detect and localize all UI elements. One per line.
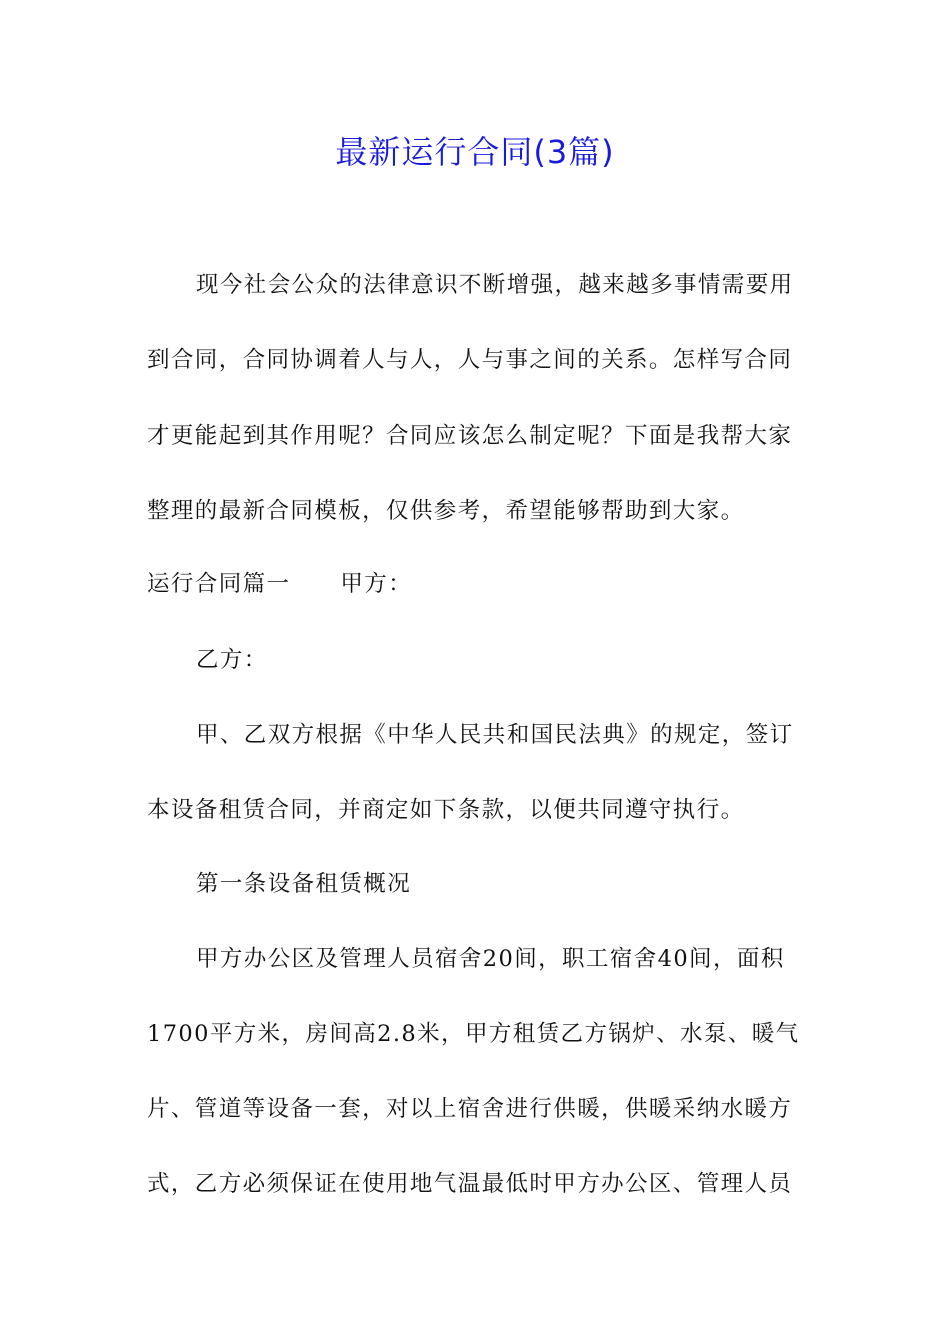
party-a-label: 甲方： bbox=[340, 571, 413, 597]
paragraph-line: 整理的最新合同模板，仅供参考，希望能够帮助到大家。 bbox=[147, 498, 745, 524]
paragraph-line: 现今社会公众的法律意识不断增强，越来越多事情需要用 bbox=[196, 272, 794, 298]
section-heading: 运行合同篇一 bbox=[147, 571, 291, 597]
article-heading: 第一条设备租赁概况 bbox=[196, 871, 412, 897]
paragraph-line: 甲、乙双方根据《中华人民共和国民法典》的规定，签订 bbox=[196, 722, 794, 748]
document-title: 最新运行合同(3篇) bbox=[335, 133, 615, 171]
paragraph-line: 到合同，合同协调着人与人，人与事之间的关系。怎样写合同 bbox=[147, 347, 793, 373]
paragraph-line: 1700平方米，房间高2.8米，甲方租赁乙方锅炉、水泵、暖气 bbox=[147, 1021, 800, 1047]
party-b-label: 乙方： bbox=[196, 647, 268, 673]
paragraph-line: 才更能起到其作用呢？合同应该怎么制定呢？下面是我帮大家 bbox=[147, 423, 793, 449]
paragraph-line: 片、管道等设备一套，对以上宿舍进行供暖，供暖采纳水暖方 bbox=[147, 1096, 793, 1122]
paragraph-line: 式，乙方必须保证在使用地气温最低时甲方办公区、管理人员 bbox=[147, 1171, 793, 1197]
paragraph-line: 本设备租赁合同，并商定如下条款，以便共同遵守执行。 bbox=[147, 797, 745, 823]
paragraph-line: 甲方办公区及管理人员宿舍20间，职工宿舍40间，面积 bbox=[196, 946, 785, 972]
section-heading-line bbox=[147, 564, 807, 604]
